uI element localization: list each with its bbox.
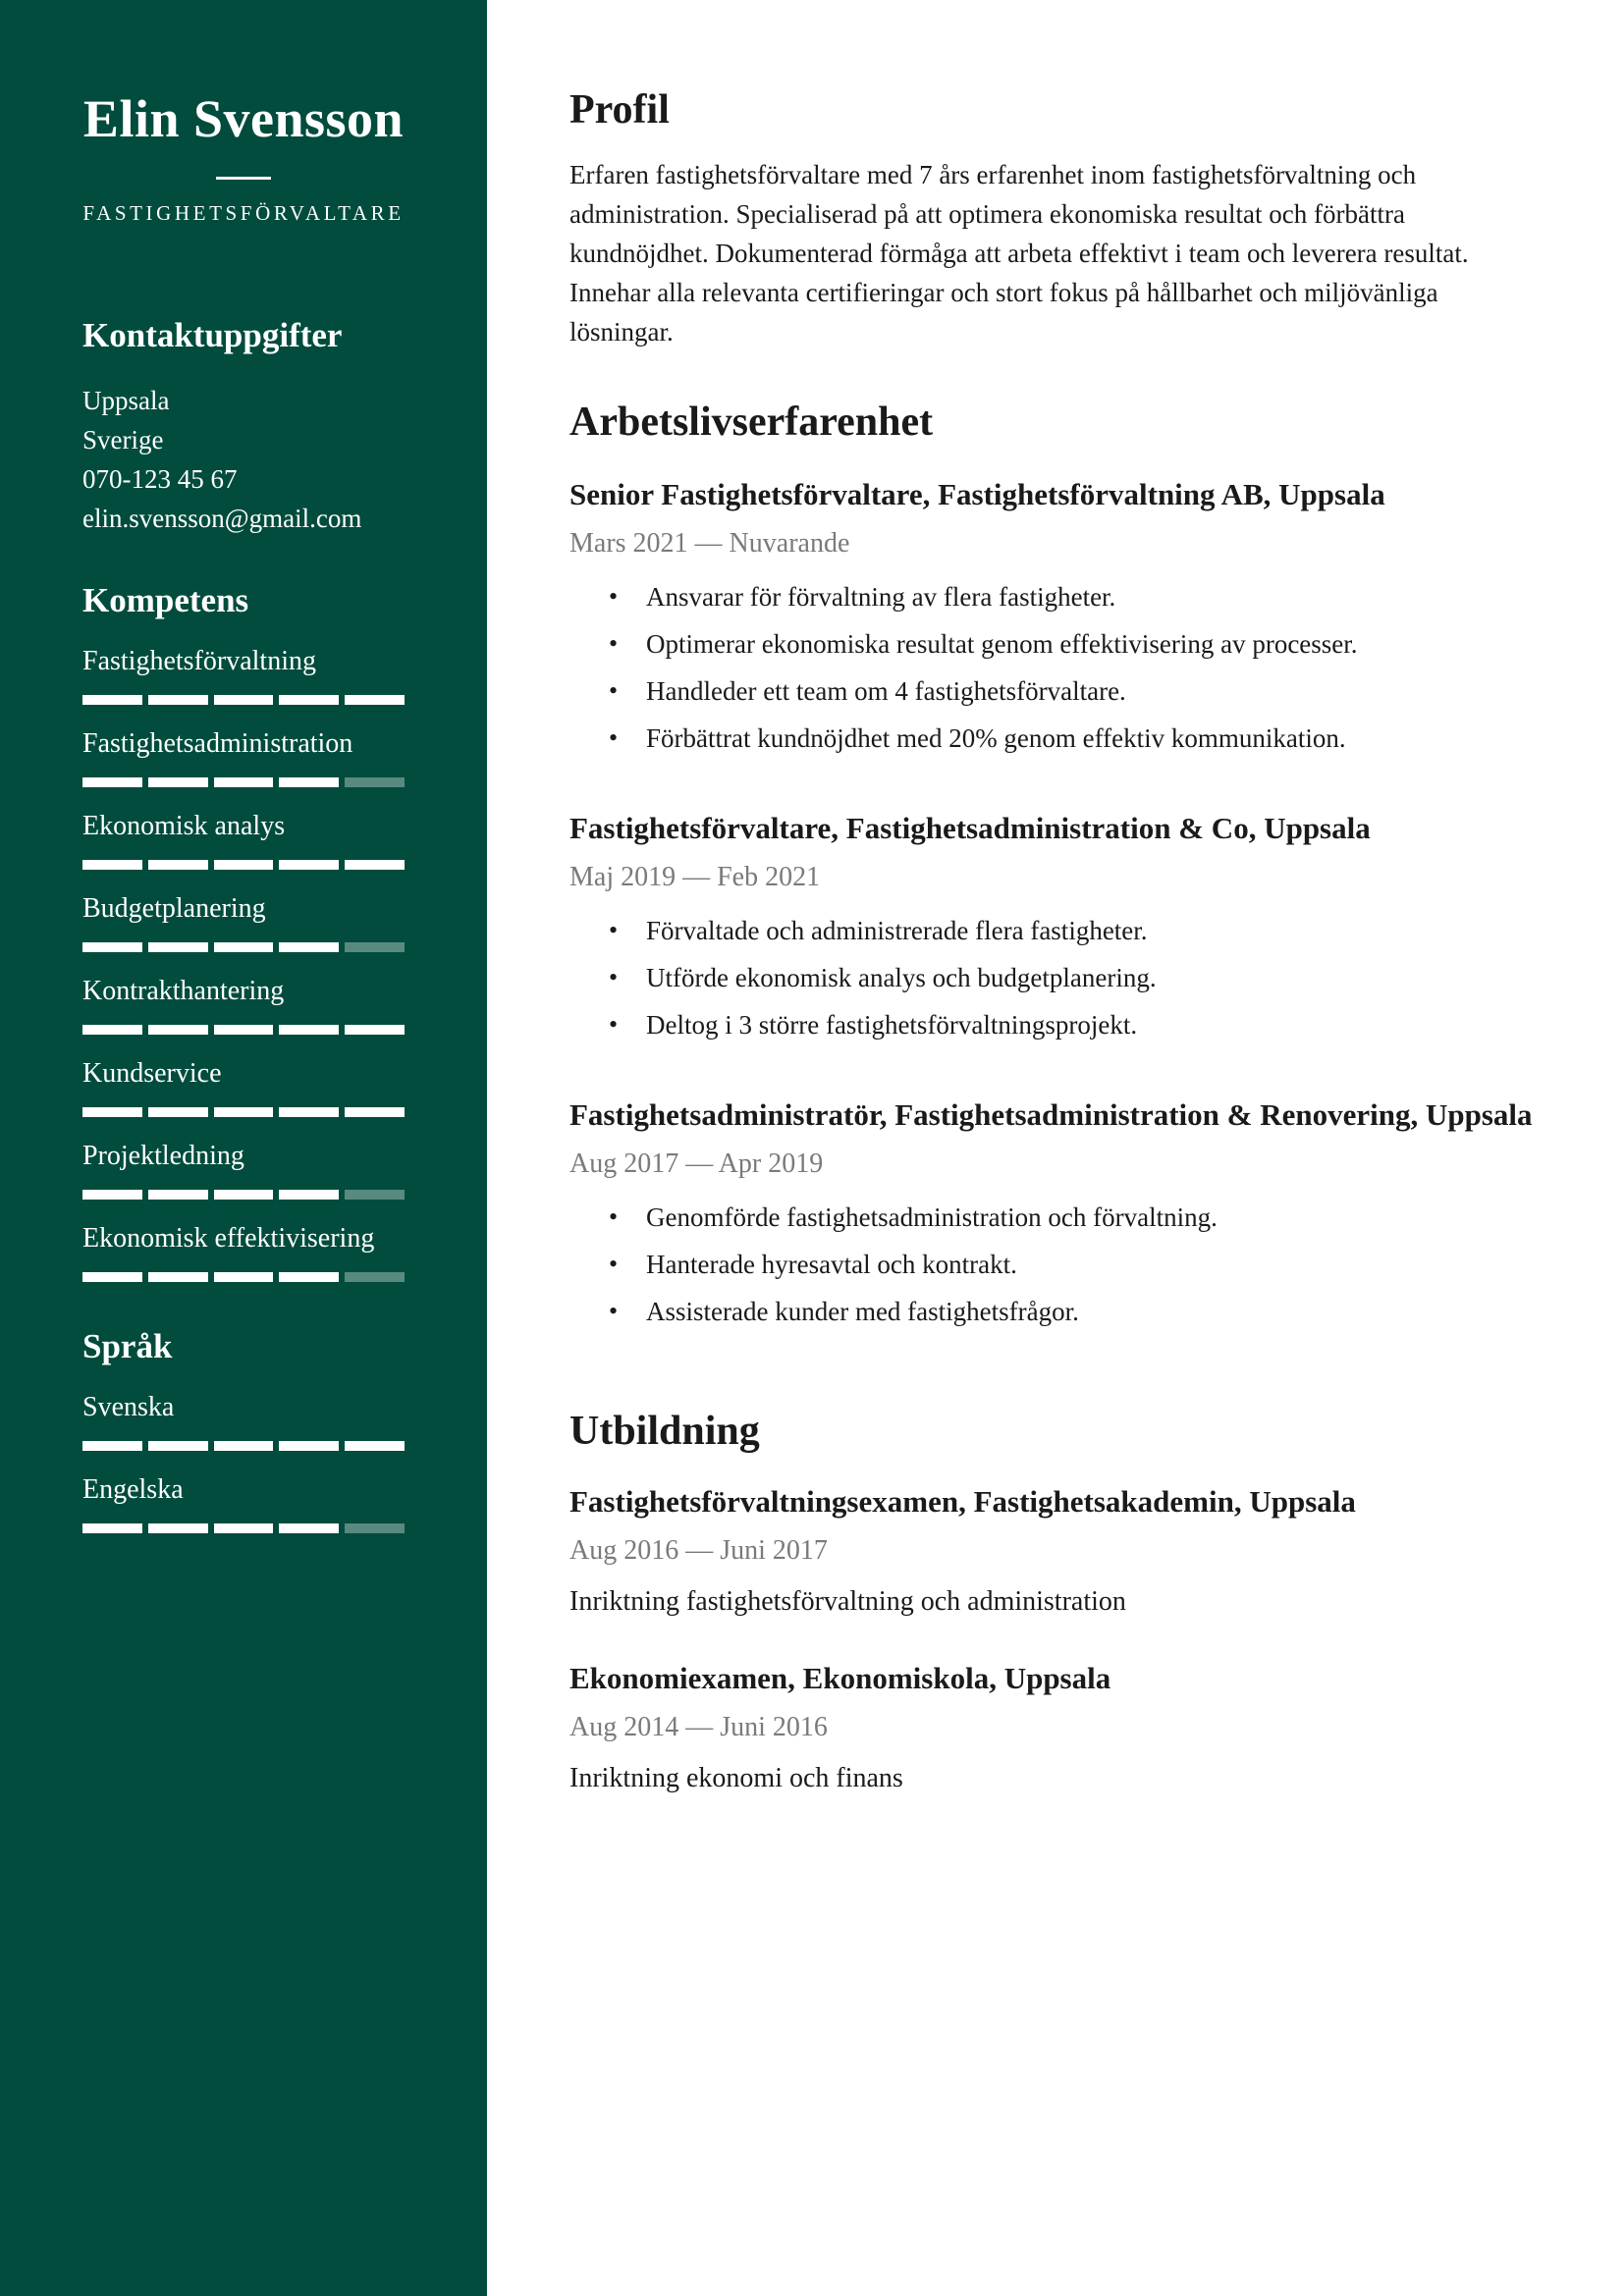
- job-entry-title: Fastighetsadministratör, Fastighetsadministration & Renovering, Uppsala: [569, 1097, 1533, 1132]
- skill-item: [82, 1054, 405, 1137]
- education-heading: Utbildning: [569, 1409, 760, 1454]
- job-bullet: • Deltog i 3 större fastighetsförvaltningsprojekt.: [609, 1001, 1542, 1048]
- job-bullet: • Förvaltade och administrerade flera fastigheter.: [609, 907, 1542, 954]
- education-entry-date: Aug 2016 — Juni 2017: [569, 1535, 828, 1566]
- job-entry: [569, 1094, 1542, 1335]
- level-segment-filled: [82, 942, 142, 952]
- skill-label: Kontrakthantering: [82, 976, 285, 1006]
- level-segment-filled: [279, 860, 339, 870]
- level-segment-filled: [214, 1190, 274, 1200]
- level-segment-filled: [214, 695, 274, 705]
- skill-item: [82, 724, 405, 807]
- contact-heading: Kontaktuppgifter: [82, 316, 343, 354]
- job-bullet: • Assisterade kunder med fastighetsfrågor.: [609, 1288, 1542, 1335]
- level-segment-filled: [148, 1272, 208, 1282]
- job-bullets: [609, 907, 1542, 1048]
- level-segment-filled: [214, 1107, 274, 1117]
- education-entry-title: Ekonomiexamen, Ekonomiskola, Uppsala: [569, 1661, 1111, 1695]
- languages-list: [82, 1388, 405, 1553]
- job-bullet: • Förbättrat kundnöjdhet med 20% genom effektiv kommunikation.: [609, 715, 1542, 762]
- contact-phone: 070-123 45 67: [82, 464, 238, 494]
- skill-item: [82, 972, 405, 1054]
- level-segment-filled: [82, 1523, 142, 1533]
- skill-level-bar: [82, 1107, 405, 1117]
- job-bullets: [609, 573, 1542, 762]
- job-entry-title: Fastighetsförvaltare, Fastighetsadministration & Co, Uppsala: [569, 811, 1371, 845]
- language-level-bar: [82, 1441, 405, 1451]
- level-segment-filled: [279, 777, 339, 787]
- education-entry: [569, 1657, 1542, 1798]
- contact-city: Uppsala: [82, 386, 170, 415]
- job-bullet: • Utförde ekonomisk analys och budgetplanering.: [609, 954, 1542, 1001]
- skill-label: Kundservice: [82, 1058, 222, 1089]
- level-segment-filled: [345, 1441, 405, 1451]
- education-entry-description: Inriktning fastighetsförvaltning och administration: [569, 1586, 1126, 1617]
- language-label: Svenska: [82, 1392, 175, 1422]
- level-segment-filled: [214, 860, 274, 870]
- level-segment-filled: [148, 1107, 208, 1117]
- skill-label: Ekonomisk effektivisering: [82, 1223, 375, 1254]
- skill-level-bar: [82, 1272, 405, 1282]
- level-segment-filled: [82, 1190, 142, 1200]
- experience-heading: Arbetslivserfarenhet: [569, 400, 934, 445]
- job-entry: [569, 807, 1542, 1048]
- contact-list: [82, 381, 405, 538]
- name-divider: [216, 177, 271, 180]
- job-bullet: • Optimerar ekonomiska resultat genom effektivisering av processer.: [609, 620, 1542, 667]
- education-entry-date: Aug 2014 — Juni 2016: [569, 1712, 828, 1742]
- skill-item: [82, 1137, 405, 1219]
- job-bullets: [609, 1194, 1542, 1335]
- job-bullet: • Ansvarar för förvaltning av flera fastigheter.: [609, 573, 1542, 620]
- education-entry: [569, 1480, 1542, 1622]
- job-entry-date: Maj 2019 — Feb 2021: [569, 862, 821, 892]
- level-segment-filled: [82, 1272, 142, 1282]
- skill-item: [82, 889, 405, 972]
- skill-label: Projektledning: [82, 1141, 244, 1171]
- language-level-bar: [82, 1523, 405, 1533]
- level-segment-empty: [345, 1272, 405, 1282]
- level-segment-empty: [345, 1523, 405, 1533]
- skill-label: Ekonomisk analys: [82, 811, 286, 841]
- main-content: [487, 0, 1624, 2296]
- profile-text: Erfaren fastighetsförvaltare med 7 års erfarenhet inom fastighetsförvaltning och administration. Specialiserad på att optimera ekonomiska resultat och förbättra kundnöjdhet. Dokumenterad förmåga att arbeta effektivt i team och leverera resultat. Innehar alla relevanta certifieringar och stort fokus på hållbarhet och miljövänliga lösningar.: [569, 160, 1469, 347]
- job-title: FASTIGHETSFÖRVALTARE: [82, 201, 405, 225]
- language-label: Engelska: [82, 1474, 184, 1505]
- skill-level-bar: [82, 860, 405, 870]
- skill-label: Fastighetsadministration: [82, 728, 353, 759]
- education-entry-title: Fastighetsförvaltningsexamen, Fastighetsakademin, Uppsala: [569, 1484, 1356, 1519]
- level-segment-filled: [148, 860, 208, 870]
- level-segment-filled: [279, 1107, 339, 1117]
- level-segment-filled: [82, 1107, 142, 1117]
- contact-email: elin.svensson@gmail.com: [82, 504, 362, 533]
- education-entry-description: Inriktning ekonomi och finans: [569, 1763, 903, 1793]
- job-bullet: • Genomförde fastighetsadministration och förvaltning.: [609, 1194, 1542, 1241]
- skill-level-bar: [82, 695, 405, 705]
- level-segment-filled: [214, 942, 274, 952]
- level-segment-filled: [279, 1272, 339, 1282]
- job-entry-date: Aug 2017 — Apr 2019: [569, 1148, 824, 1179]
- level-segment-empty: [345, 1190, 405, 1200]
- sidebar: [0, 0, 487, 2296]
- skill-label: Fastighetsförvaltning: [82, 646, 316, 676]
- level-segment-filled: [345, 1025, 405, 1035]
- skills-heading: Kompetens: [82, 581, 249, 619]
- level-segment-filled: [214, 1441, 274, 1451]
- level-segment-filled: [279, 942, 339, 952]
- level-segment-filled: [214, 1523, 274, 1533]
- level-segment-filled: [148, 1441, 208, 1451]
- skill-item: [82, 1219, 405, 1302]
- level-segment-empty: [345, 942, 405, 952]
- job-entry-date: Mars 2021 — Nuvarande: [569, 528, 850, 559]
- skill-level-bar: [82, 1190, 405, 1200]
- skill-item: [82, 642, 405, 724]
- skill-label: Budgetplanering: [82, 893, 266, 924]
- level-segment-filled: [279, 1523, 339, 1533]
- level-segment-filled: [279, 1441, 339, 1451]
- job-entry: [569, 473, 1542, 762]
- contact-country: Sverige: [82, 425, 164, 454]
- language-item: [82, 1388, 405, 1470]
- languages-heading: Språk: [82, 1327, 173, 1365]
- level-segment-filled: [279, 1190, 339, 1200]
- level-segment-empty: [345, 777, 405, 787]
- level-segment-filled: [279, 1025, 339, 1035]
- level-segment-filled: [214, 1025, 274, 1035]
- candidate-name: Elin Svensson: [82, 89, 405, 148]
- level-segment-filled: [82, 1025, 142, 1035]
- skill-item: [82, 807, 405, 889]
- skills-list: [82, 642, 405, 1302]
- job-bullet: • Hanterade hyresavtal och kontrakt.: [609, 1241, 1542, 1288]
- skill-level-bar: [82, 942, 405, 952]
- job-bullet: • Handleder ett team om 4 fastighetsförvaltare.: [609, 667, 1542, 715]
- level-segment-filled: [82, 777, 142, 787]
- level-segment-filled: [345, 1107, 405, 1117]
- level-segment-filled: [345, 860, 405, 870]
- skill-level-bar: [82, 777, 405, 787]
- level-segment-filled: [148, 1523, 208, 1533]
- level-segment-filled: [148, 1025, 208, 1035]
- job-entry-title: Senior Fastighetsförvaltare, Fastighetsförvaltning AB, Uppsala: [569, 477, 1385, 511]
- language-item: [82, 1470, 405, 1553]
- level-segment-filled: [82, 860, 142, 870]
- level-segment-filled: [82, 1441, 142, 1451]
- level-segment-filled: [148, 777, 208, 787]
- level-segment-filled: [214, 1272, 274, 1282]
- profile-heading: Profil: [569, 87, 670, 133]
- skill-level-bar: [82, 1025, 405, 1035]
- level-segment-filled: [148, 942, 208, 952]
- level-segment-filled: [214, 777, 274, 787]
- level-segment-filled: [148, 1190, 208, 1200]
- level-segment-filled: [345, 695, 405, 705]
- level-segment-filled: [148, 695, 208, 705]
- level-segment-filled: [279, 695, 339, 705]
- level-segment-filled: [82, 695, 142, 705]
